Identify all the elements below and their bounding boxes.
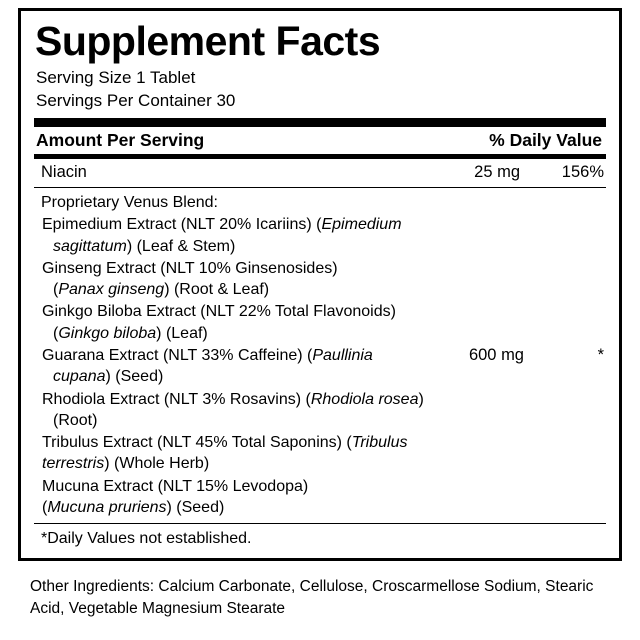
blend-item-text: Ginkgo Biloba Extract (NLT 22% Total Flavonoids): [42, 303, 396, 321]
blend-item-latin-cont: sagittatum: [53, 237, 127, 255]
blend-item-guarana: [41, 345, 469, 388]
blend-item-text: Ginseng Extract (NLT 10% Ginsenosides): [42, 259, 338, 277]
blend-item-tail: ) (Seed): [166, 498, 225, 516]
blend-item-latin: Paullinia: [312, 347, 373, 364]
nutrient-row-niacin: [33, 159, 607, 187]
daily-value-footnote: *Daily Values not established.: [41, 530, 252, 548]
servings-per-container: Servings Per Container 30: [36, 90, 236, 110]
blend-item-latin-cont: Mucuna pruriens: [47, 498, 167, 516]
other-ingredients: Other Ingredients: Calcium Carbonate, Cellulose, Croscarmellose Sodium, Stearic Acid, Vegetable Magnesium Stearate: [30, 578, 594, 618]
blend-item-text-cont: [42, 236, 469, 257]
amount-per-serving-header-row: [33, 127, 607, 154]
blend-item-ginkgo: [41, 301, 469, 344]
proprietary-blend-daily-value: *: [597, 346, 604, 365]
blend-item-text: Mucuna Extract (NLT 15% Levodopa): [42, 477, 309, 495]
blend-item-latin-cont: Panax ginseng: [58, 281, 165, 299]
blend-item-tail: ) (Leaf): [156, 324, 208, 342]
nutrient-name: Niacin: [41, 163, 87, 182]
blend-item-tribulus: [41, 432, 469, 475]
blend-item-text-cont: [42, 453, 469, 474]
blend-item-open-paren: (: [42, 498, 48, 516]
blend-item-latin-cont: terrestris: [42, 455, 105, 473]
blend-item-text-cont: [42, 366, 469, 387]
daily-value-header: % Daily Value: [489, 130, 602, 151]
proprietary-blend-title: Proprietary Venus Blend:: [41, 194, 218, 212]
nutrient-daily-value: 156%: [561, 163, 604, 182]
blend-item-text-cont: (Root): [53, 411, 98, 429]
blend-item-open-paren: (: [53, 324, 59, 342]
blend-item-text: Epimedium Extract (NLT 20% Icariins) (: [42, 216, 322, 234]
blend-item-close-paren: ): [418, 390, 424, 408]
blend-item-latin-cont: cupana: [53, 368, 106, 386]
blend-item-tail: ) (Seed): [105, 368, 164, 386]
blend-item-text: Rhodiola Extract (NLT 3% Rosavins) (: [42, 390, 311, 408]
blend-item-latin: Epimedium: [321, 216, 402, 234]
panel-title: Supplement Facts: [35, 18, 381, 64]
blend-item-text-cont: [42, 497, 469, 518]
nutrient-amount: 25 mg: [474, 163, 520, 182]
blend-item-epimedium: [41, 214, 469, 257]
blend-item-text: Tribulus Extract (NLT 45% Total Saponins) (: [42, 434, 352, 452]
blend-item-latin: Rhodiola rosea: [310, 390, 419, 408]
blend-item-rhodiola: [41, 389, 469, 432]
blend-item-latin-cont: Ginkgo biloba: [58, 324, 157, 342]
serving-size: Serving Size 1 Tablet: [36, 68, 196, 88]
proprietary-blend-list: [41, 192, 469, 519]
proprietary-blend-row: [33, 188, 607, 523]
blend-item-mucuna: [41, 476, 469, 519]
blend-item-tail: ) (Whole Herb): [104, 455, 210, 473]
blend-item-tail: ) (Leaf & Stem): [126, 237, 236, 255]
blend-item-tail: ) (Root & Leaf): [164, 281, 270, 299]
blend-item-text-cont: [42, 279, 469, 300]
proprietary-blend-amount: 600 mg: [468, 346, 524, 365]
blend-item-latin: Tribulus: [351, 434, 408, 452]
divider-thick-top: [34, 118, 606, 127]
amount-per-serving-header: Amount Per Serving: [36, 130, 205, 151]
blend-item-open-paren: (: [53, 281, 59, 299]
blend-item-text: Guarana Extract (NLT 33% Caffeine) (: [42, 347, 313, 364]
blend-item-text-cont: [42, 323, 469, 344]
blend-item-ginseng: [41, 258, 469, 301]
supplement-facts-panel: [18, 8, 622, 561]
